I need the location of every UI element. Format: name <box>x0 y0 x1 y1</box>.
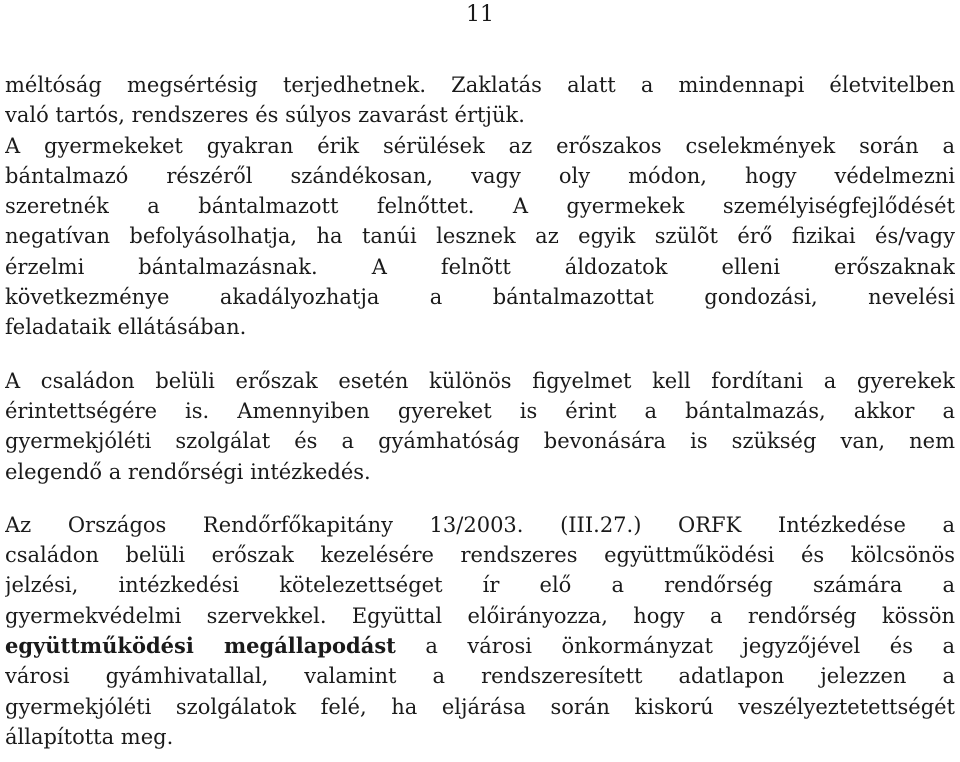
text-line: állapította meg. <box>5 724 174 749</box>
text-line: szeretnék a bántalmazott felnőttet. A gyermekek személyiségfejlődését <box>5 194 955 219</box>
text-line: negatívan befolyásolhatja, ha tanúi lesznek az egyik szülõt érő fizikai és/vagy <box>5 224 955 249</box>
text-line: méltóság megsértésig terjedhetnek. Zaklatás alatt a mindennapi életvitelben <box>5 73 955 97</box>
text-line: családon belüli erőszak kezelésére rendszeres együttműködési és kölcsönös <box>5 543 955 568</box>
text-line: érintettségére is. Amennyiben gyereket is érint a bántalmazás, akkor a <box>5 398 955 423</box>
document-body <box>5 70 955 752</box>
text-line: elegendő a rendőrségi intézkedés. <box>5 459 371 484</box>
text-line: A gyermekeket gyakran érik sérülések az erőszakos cselekmények során a <box>5 133 955 158</box>
text-line-rest: a városi önkormányzat jegyzőjével és a <box>395 634 955 659</box>
text-line: Az Országos Rendőrfőkapitány 13/2003. (III.27.) ORFK Intézkedése a <box>5 512 955 537</box>
paragraph-orfk-regulation <box>5 510 955 752</box>
text-line: gyermekvédelmi szervekkel. Együttal előirányozza, hogy a rendőrség kössön <box>5 603 955 628</box>
text-line: A családon belüli erőszak esetén különös figyelmet kell fordítani a gyerekek <box>5 368 955 393</box>
text-line: feladataik ellátásában. <box>5 315 247 340</box>
text-line: gyermekjóléti szolgálat és a gyámhatóság bevonására is szükség van, nem <box>5 429 955 454</box>
text-line: való tartós, rendszeres és súlyos zavarást értjük. <box>5 103 525 128</box>
text-line: bántalmazó részéről szándékosan, vagy oly módon, hogy védelmezni <box>5 163 955 188</box>
text-line: következménye akadályozhatja a bántalmazottat gondozási, nevelési <box>5 285 955 310</box>
paragraph-children-attention <box>5 366 955 487</box>
paragraph-gap <box>5 487 955 510</box>
text-line: városi gyámhivatallal, valamint a rendszeresített adatlapon jelezzen a <box>5 664 955 689</box>
page-number: 11 <box>466 2 494 27</box>
text-line: érzelmi bántalmazásnak. A felnõtt áldozatok elleni erőszaknak <box>5 254 955 279</box>
paragraph-child-injury <box>5 70 955 343</box>
text-line: gyermekjóléti szolgálatok felé, ha eljárása során kiskorú veszélyeztetettségét <box>5 694 955 719</box>
paragraph-gap <box>5 343 955 366</box>
text-line: jelzési, intézkedési kötelezettséget ír elő a rendőrség számára a <box>5 573 955 598</box>
bold-term: együttműködési megállapodást <box>5 633 396 659</box>
text-line-with-bold <box>5 631 955 661</box>
